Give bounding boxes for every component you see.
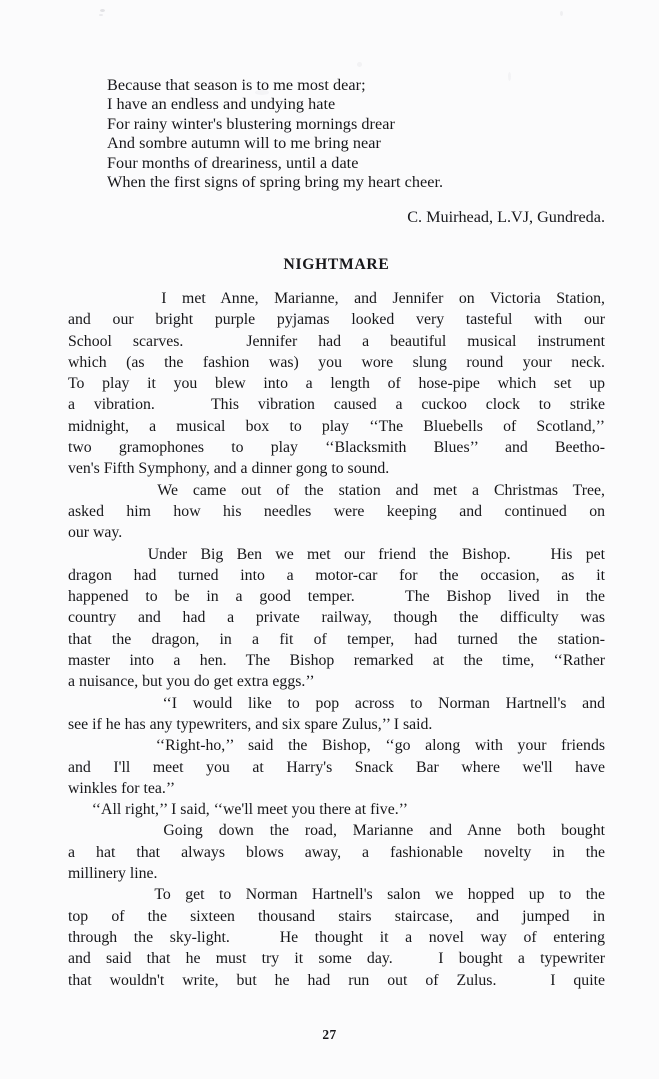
poem-line: And sombre autumn will to me bring near: [107, 134, 381, 153]
text-line: winkles for tea.’’: [68, 779, 176, 797]
text-line: happened to be in a good temper. The Bishop lived in the: [68, 588, 605, 606]
text-line: I met Anne, Marianne, and Jennifer on Victoria Station,: [68, 290, 605, 307]
text-line: that wouldn't write, but he had run out of Zulus. I quite: [68, 971, 605, 989]
poem-line: For rainy winter's blustering mornings drear: [107, 114, 395, 133]
paragraph: [68, 735, 605, 799]
poem-line: I have an endless and undying hate: [107, 95, 336, 114]
paragraph: [68, 544, 605, 693]
text-line: which (as the fashion was) you wore slung round your neck.: [68, 353, 605, 371]
text-line: ven's Fifth Symphony, and a dinner gong to sound.: [68, 460, 390, 478]
text-line: our way.: [68, 524, 123, 542]
text-line: two gramophones to play ‘‘Blacksmith Blues’’ and Beetho-: [68, 439, 605, 457]
text-line: School scarves. Jennifer had a beautiful musical instrument: [68, 332, 605, 350]
text-line: a hat that always blows away, a fashionable novelty in the: [68, 843, 605, 861]
scan-speck: [100, 9, 105, 12]
text-line: see if he has any typewriters, and six spare Zulus,’’ I said.: [68, 715, 433, 733]
text-line: and I'll meet you at Harry's Snack Bar where we'll have: [68, 758, 605, 776]
story-body: [68, 288, 605, 991]
paragraph: [68, 693, 605, 736]
text-line: dragon had turned into a motor-car for the occasion, as it: [68, 566, 605, 584]
scan-speck: [560, 11, 563, 16]
poem-attribution: C. Muirhead, L.VJ, Gundreda.: [407, 208, 605, 226]
text-line: ‘‘Right-ho,’’ said the Bishop, ‘‘go along with your friends: [68, 737, 605, 755]
text-line: We came out of the station and met a Christmas Tree,: [68, 481, 605, 499]
page-number: 27: [322, 1027, 337, 1042]
text-line: ‘‘I would like to pop across to Norman Hartnell's and: [68, 694, 605, 712]
paragraph: [68, 288, 605, 480]
text-line: country and had a private railway, though the difficulty was: [68, 609, 605, 627]
text-line: midnight, a musical box to play ‘‘The Bluebells of Scotland,’’: [68, 417, 605, 435]
text-line: To play it you blew into a length of hose-pipe which set up: [68, 375, 605, 393]
text-line: top of the sixteen thousand stairs staircase, and jumped in: [68, 907, 605, 925]
text-line: and our bright purple pyjamas looked very tasteful with our: [68, 311, 605, 329]
text-line: that the dragon, in a fit of temper, had turned the station-: [68, 630, 605, 648]
poem-line: Four months of dreariness, until a date: [107, 153, 359, 172]
story-title: NIGHTMARE: [283, 256, 390, 273]
paragraph: [68, 799, 605, 820]
scan-speck: [357, 62, 362, 67]
text-line: Going down the road, Marianne and Anne both bought: [68, 822, 605, 840]
text-line: through the sky-light. He thought it a novel way of entering: [68, 928, 605, 946]
poem-line: Because that season is to me most dear;: [107, 76, 366, 94]
text-line: and said that he must try it some day. I bought a typewriter: [68, 950, 605, 968]
scan-speck: [99, 14, 103, 16]
poem-line: When the first signs of spring bring my heart cheer.: [107, 173, 444, 192]
text-line: To get to Norman Hartnell's salon we hopped up to the: [68, 886, 605, 904]
paragraph: [68, 820, 605, 884]
paragraph: [68, 480, 605, 544]
paragraph: [68, 884, 605, 990]
text-line: Under Big Ben we met our friend the Bishop. His pet: [68, 545, 605, 563]
text-line: a vibration. This vibration caused a cuckoo clock to strike: [68, 396, 605, 414]
text-line: millinery line.: [68, 865, 158, 883]
text-line: master into a hen. The Bishop remarked at the time, ‘‘Rather: [68, 652, 605, 670]
text-line: asked him how his needles were keeping and continued on: [68, 502, 605, 520]
text-line: ‘‘All right,’’ I said, ‘‘we'll meet you there at five.’’: [68, 801, 409, 819]
text-line: a nuisance, but you do get extra eggs.’’: [68, 673, 315, 691]
poem-stanza: [107, 76, 607, 192]
